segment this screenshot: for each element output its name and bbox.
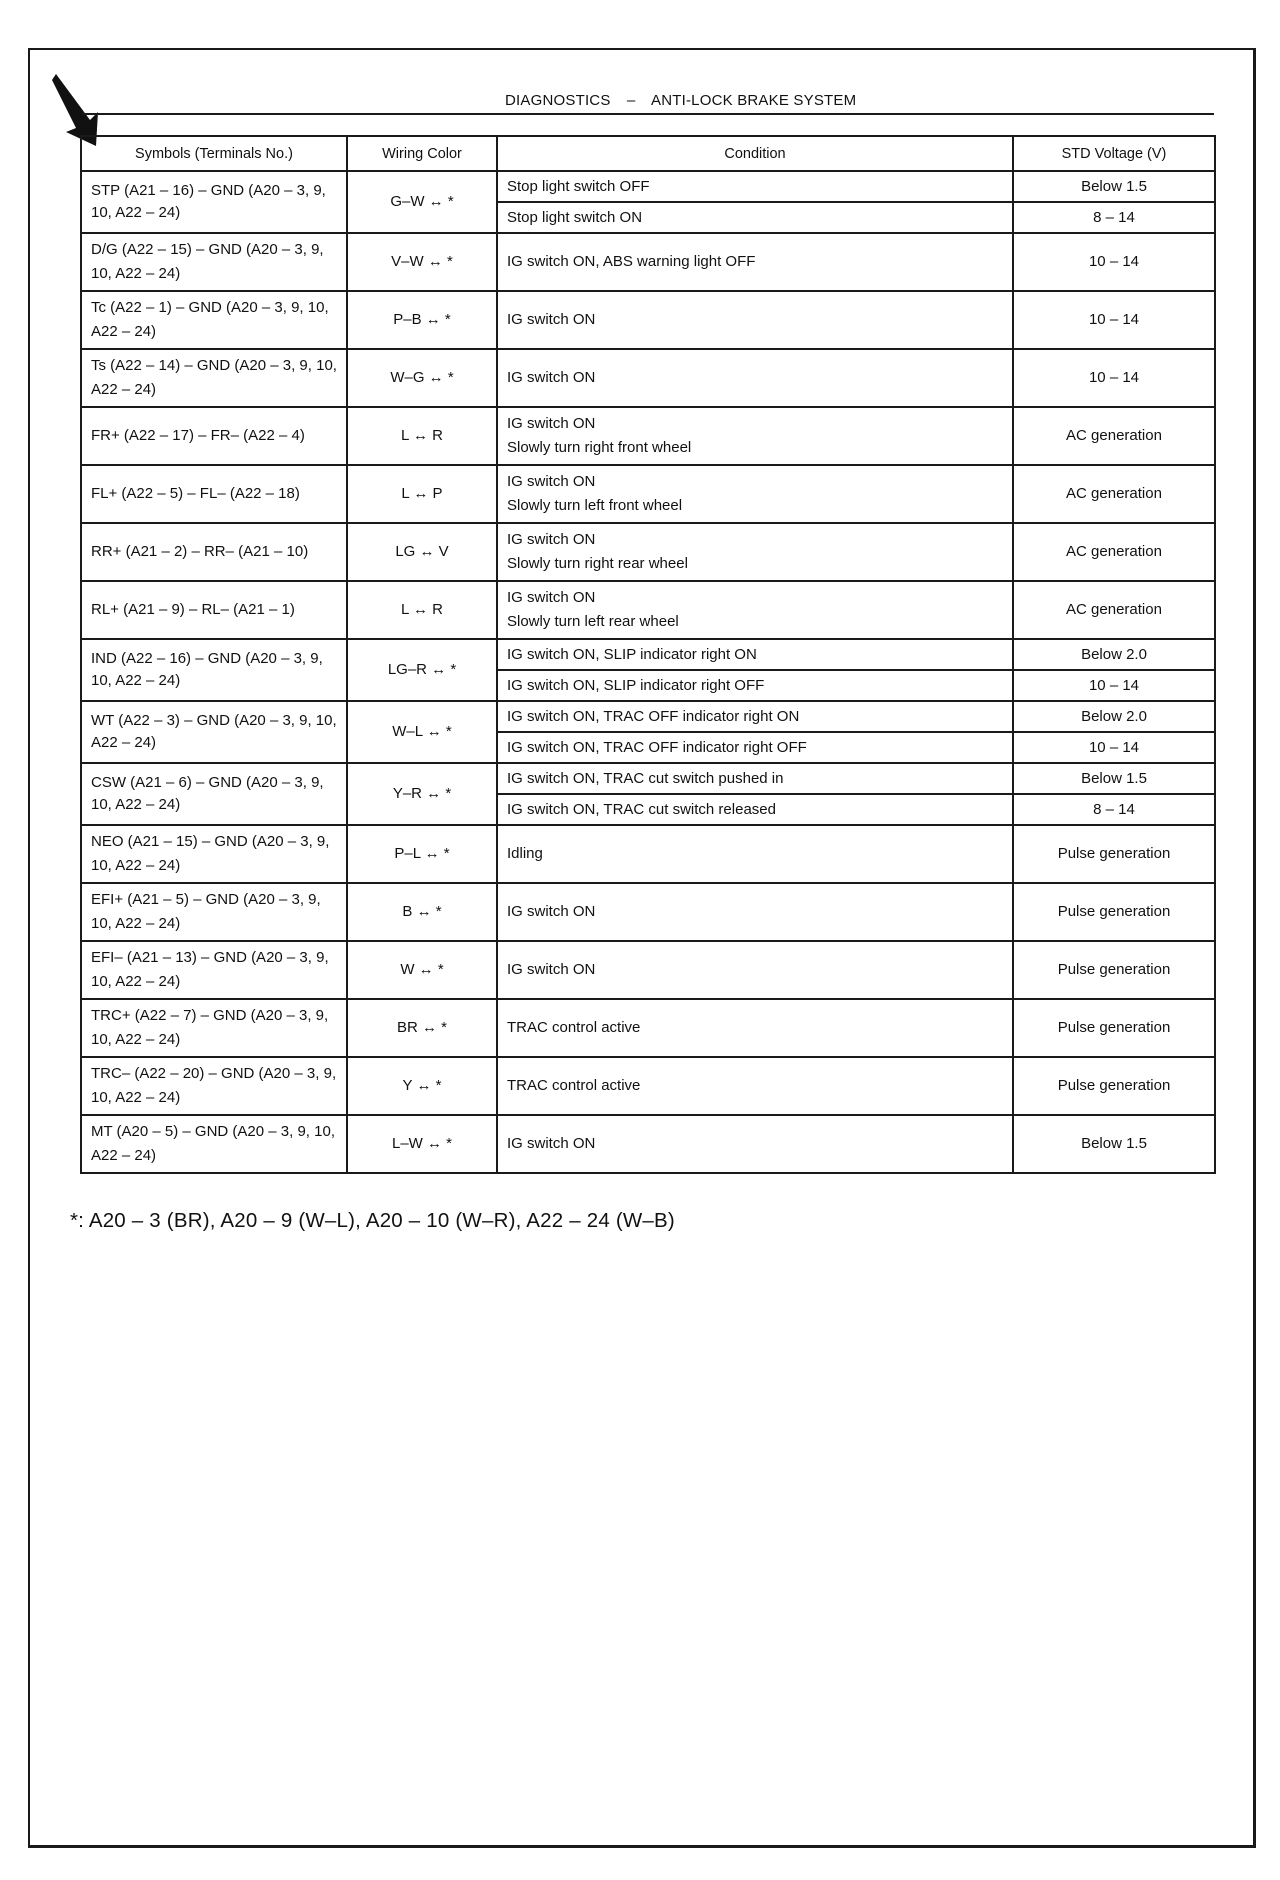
terminal-symbol-cell: RR+ (A21 – 2) – RR– (A21 – 10) [81, 523, 347, 581]
condition-cell: IG switch ON [497, 1115, 1013, 1173]
terminal-symbol-cell: STP (A21 – 16) – GND (A20 – 3, 9, 10, A22 – 24) [81, 171, 347, 233]
std-voltage-cell: 10 – 14 [1013, 233, 1215, 291]
terminal-symbol-cell: TRC– (A22 – 20) – GND (A20 – 3, 9, 10, A22 – 24) [81, 1057, 347, 1115]
terminal-symbol-cell: RL+ (A21 – 9) – RL– (A21 – 1) [81, 581, 347, 639]
std-voltage-cell: Below 2.0 [1013, 639, 1215, 670]
condition-cell: IG switch ON, SLIP indicator right ON [497, 639, 1013, 670]
terminal-symbol-cell: CSW (A21 – 6) – GND (A20 – 3, 9, 10, A22 – 24) [81, 763, 347, 825]
std-voltage-cell: Pulse generation [1013, 1057, 1215, 1115]
table-row [81, 407, 1215, 465]
terminal-symbol-cell: WT (A22 – 3) – GND (A20 – 3, 9, 10, A22 – 24) [81, 701, 347, 763]
std-voltage-cell: Pulse generation [1013, 941, 1215, 999]
table-row [81, 701, 1215, 732]
std-voltage-cell: 8 – 14 [1013, 202, 1215, 233]
table-row [81, 171, 1215, 202]
terminal-symbol-cell: Ts (A22 – 14) – GND (A20 – 3, 9, 10, A22 – 24) [81, 349, 347, 407]
wiring-color-cell: L–W ↔ * [347, 1115, 497, 1173]
table-row [81, 1057, 1215, 1115]
condition-cell: IG switch ON [497, 349, 1013, 407]
col-header-wiring-color: Wiring Color [347, 136, 497, 171]
condition-cell: IG switch ON [497, 941, 1013, 999]
std-voltage-cell: Pulse generation [1013, 883, 1215, 941]
table-row [81, 349, 1215, 407]
wiring-color-cell: Y ↔ * [347, 1057, 497, 1115]
condition-cell: IG switch ON, TRAC cut switch released [497, 794, 1013, 825]
std-voltage-cell: 10 – 14 [1013, 670, 1215, 701]
condition-cell: IG switch ON Slowly turn right rear wheel [497, 523, 1013, 581]
std-voltage-cell: Below 2.0 [1013, 701, 1215, 732]
terminal-symbol-cell: D/G (A22 – 15) – GND (A20 – 3, 9, 10, A22 – 24) [81, 233, 347, 291]
std-voltage-cell: 10 – 14 [1013, 291, 1215, 349]
table-row [81, 825, 1215, 883]
table-row [81, 581, 1215, 639]
std-voltage-cell: AC generation [1013, 407, 1215, 465]
wiring-color-cell: P–L ↔ * [347, 825, 497, 883]
wiring-color-cell: L ↔ R [347, 581, 497, 639]
condition-cell: IG switch ON, TRAC cut switch pushed in [497, 763, 1013, 794]
terminal-voltage-table [80, 135, 1216, 1174]
wiring-color-cell: Y–R ↔ * [347, 763, 497, 825]
terminal-symbol-cell: FL+ (A22 – 5) – FL– (A22 – 18) [81, 465, 347, 523]
terminal-symbol-cell: MT (A20 – 5) – GND (A20 – 3, 9, 10, A22 – 24) [81, 1115, 347, 1173]
condition-cell: IG switch ON Slowly turn right front wheel [497, 407, 1013, 465]
condition-cell: IG switch ON Slowly turn left rear wheel [497, 581, 1013, 639]
wiring-color-cell: V–W ↔ * [347, 233, 497, 291]
wiring-color-cell: B ↔ * [347, 883, 497, 941]
table-row [81, 999, 1215, 1057]
footnote: *: A20 – 3 (BR), A20 – 9 (W–L), A20 – 10 (W–R), A22 – 24 (W–B) [70, 1209, 675, 1232]
std-voltage-cell: Pulse generation [1013, 825, 1215, 883]
wiring-color-cell: W ↔ * [347, 941, 497, 999]
table-row [81, 941, 1215, 999]
terminal-symbol-cell: Tc (A22 – 1) – GND (A20 – 3, 9, 10, A22 – 24) [81, 291, 347, 349]
condition-cell: IG switch ON [497, 883, 1013, 941]
page-header [505, 92, 856, 109]
condition-cell: IG switch ON Slowly turn left front wheel [497, 465, 1013, 523]
col-header-symbols: Symbols (Terminals No.) [81, 136, 347, 171]
wiring-color-cell: LG ↔ V [347, 523, 497, 581]
table-row [81, 465, 1215, 523]
header-rule [82, 113, 1214, 115]
std-voltage-cell: Below 1.5 [1013, 763, 1215, 794]
terminal-symbol-cell: EFI+ (A21 – 5) – GND (A20 – 3, 9, 10, A22 – 24) [81, 883, 347, 941]
std-voltage-cell: Below 1.5 [1013, 1115, 1215, 1173]
table-row [81, 233, 1215, 291]
wiring-color-cell: W–L ↔ * [347, 701, 497, 763]
condition-cell: TRAC control active [497, 999, 1013, 1057]
wiring-color-cell: BR ↔ * [347, 999, 497, 1057]
std-voltage-cell: 10 – 14 [1013, 732, 1215, 763]
table-row [81, 763, 1215, 794]
std-voltage-cell: 8 – 14 [1013, 794, 1215, 825]
std-voltage-cell: Pulse generation [1013, 999, 1215, 1057]
table-header-row [81, 136, 1215, 171]
header-section: DIAGNOSTICS [505, 92, 611, 109]
terminal-symbol-cell: IND (A22 – 16) – GND (A20 – 3, 9, 10, A22 – 24) [81, 639, 347, 701]
condition-cell: IG switch ON, ABS warning light OFF [497, 233, 1013, 291]
col-header-std-voltage: STD Voltage (V) [1013, 136, 1215, 171]
terminal-symbol-cell: EFI– (A21 – 13) – GND (A20 – 3, 9, 10, A22 – 24) [81, 941, 347, 999]
wiring-color-cell: LG–R ↔ * [347, 639, 497, 701]
condition-cell: TRAC control active [497, 1057, 1013, 1115]
condition-cell: Idling [497, 825, 1013, 883]
table-row [81, 291, 1215, 349]
condition-cell: Stop light switch OFF [497, 171, 1013, 202]
std-voltage-cell: AC generation [1013, 523, 1215, 581]
table-body [81, 171, 1215, 1173]
header-separator: – [626, 92, 636, 109]
terminal-symbol-cell: FR+ (A22 – 17) – FR– (A22 – 4) [81, 407, 347, 465]
wiring-color-cell: P–B ↔ * [347, 291, 497, 349]
terminal-symbol-cell: TRC+ (A22 – 7) – GND (A20 – 3, 9, 10, A22 – 24) [81, 999, 347, 1057]
table-row [81, 523, 1215, 581]
table-row [81, 639, 1215, 670]
table-row [81, 883, 1215, 941]
table-row [81, 1115, 1215, 1173]
col-header-condition: Condition [497, 136, 1013, 171]
wiring-color-cell: W–G ↔ * [347, 349, 497, 407]
wiring-color-cell: L ↔ P [347, 465, 497, 523]
std-voltage-cell: AC generation [1013, 465, 1215, 523]
condition-cell: IG switch ON, SLIP indicator right OFF [497, 670, 1013, 701]
terminal-symbol-cell: NEO (A21 – 15) – GND (A20 – 3, 9, 10, A22 – 24) [81, 825, 347, 883]
std-voltage-cell: Below 1.5 [1013, 171, 1215, 202]
condition-cell: Stop light switch ON [497, 202, 1013, 233]
condition-cell: IG switch ON, TRAC OFF indicator right ON [497, 701, 1013, 732]
std-voltage-cell: 10 – 14 [1013, 349, 1215, 407]
condition-cell: IG switch ON [497, 291, 1013, 349]
wiring-color-cell: G–W ↔ * [347, 171, 497, 233]
wiring-color-cell: L ↔ R [347, 407, 497, 465]
condition-cell: IG switch ON, TRAC OFF indicator right OFF [497, 732, 1013, 763]
std-voltage-cell: AC generation [1013, 581, 1215, 639]
header-system: ANTI-LOCK BRAKE SYSTEM [651, 92, 857, 109]
